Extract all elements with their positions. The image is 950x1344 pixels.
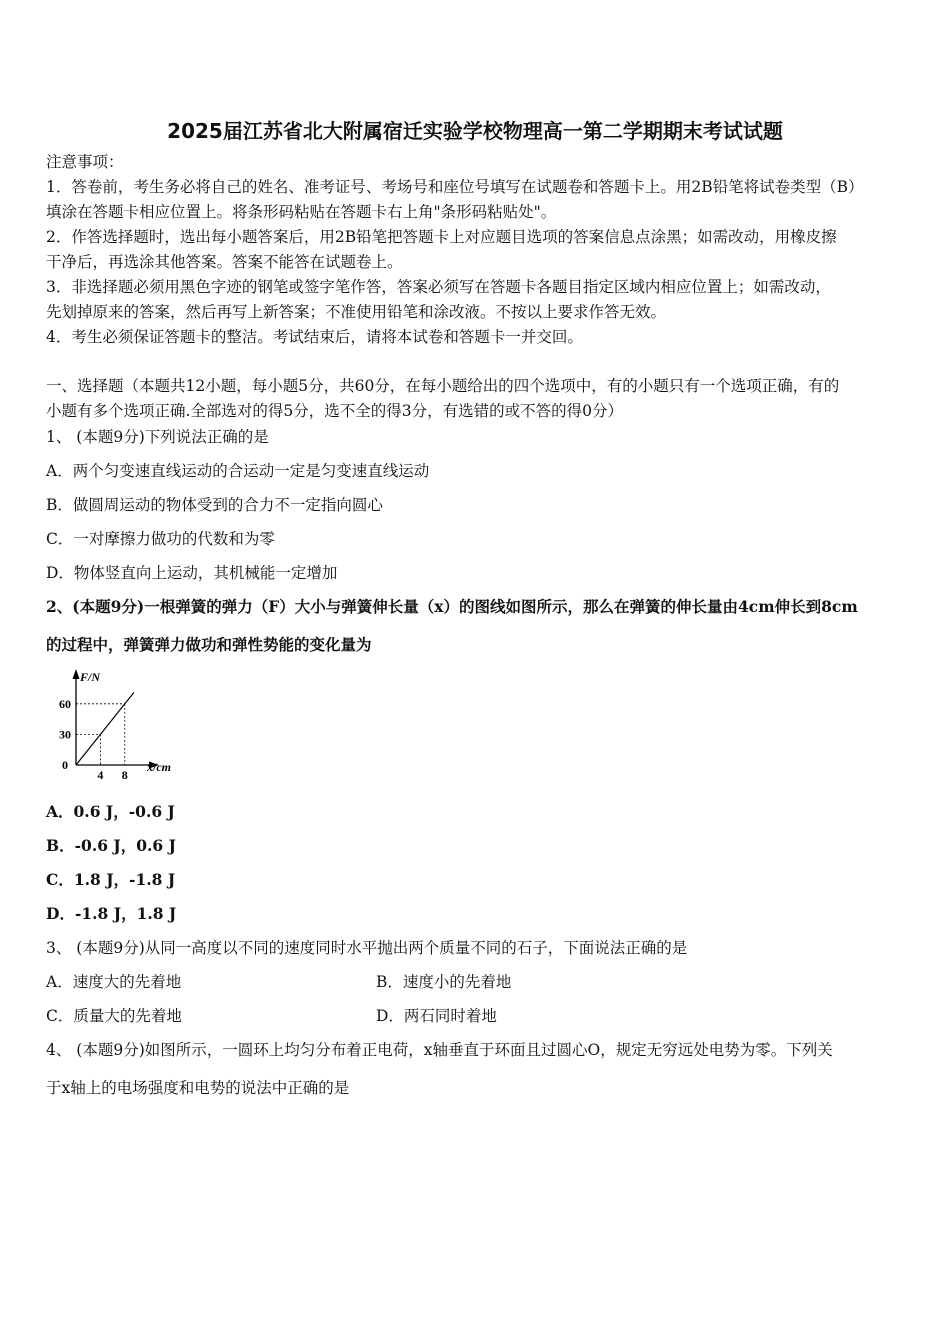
y-tick-label: 60	[59, 696, 71, 711]
question-1-option-b: B．做圆周运动的物体受到的合力不一定指向圆心	[46, 496, 383, 514]
question-2-option-b: B．-0.6 J，0.6 J	[46, 836, 176, 855]
question-2-stem-cont: 的过程中，弹簧弹力做功和弹性势能的变化量为	[46, 635, 372, 654]
question-1-option-d: D．物体竖直向上运动，其机械能一定增加	[46, 564, 338, 582]
notice-line: 2．作答选择题时，选出每小题答案后，用2B铅笔把答题卡上对应题目选项的答案信息点涂黑；如需改动，用橡皮擦	[46, 228, 837, 246]
question-3-option-b: B．速度小的先着地	[376, 973, 512, 991]
question-2-option-a: A．0.6 J，-0.6 J	[46, 802, 175, 821]
section-heading-cont: 小题有多个选项正确.全部选对的得5分，选不全的得3分，有选错的或不答的得0分）	[46, 402, 624, 420]
x-tick-label: 4	[97, 768, 104, 780]
notice-line: 1．答卷前，考生务必将自己的姓名、准考证号、考场号和座位号填写在试题卷和答题卡上。用2B铅笔将试卷类型（B）	[46, 178, 864, 196]
y-axis-label: F/N	[80, 670, 101, 684]
question-3-stem: 3、 (本题9分)从同一高度以不同的速度同时水平抛出两个质量不同的石子，下面说法正确的是	[46, 939, 688, 957]
section-heading: 一、选择题（本题共12小题，每小题5分，共60分，在每小题给出的四个选项中，有的小题只有一个选项正确，有的	[46, 377, 840, 395]
origin-label: 0	[62, 758, 68, 772]
question-1-option-a: A．两个匀变速直线运动的合运动一定是匀变速直线运动	[46, 462, 430, 480]
question-1-option-c: C．一对摩擦力做功的代数和为零	[46, 530, 275, 548]
notice-line: 先划掉原来的答案，然后再写上新答案；不准使用铅笔和涂改液。不按以上要求作答无效。	[46, 303, 667, 321]
question-2-option-d: D．-1.8 J，1.8 J	[46, 904, 177, 923]
page-title: 2025届江苏省北大附属宿迁实验学校物理高一第二学期期末考试试题	[167, 119, 783, 143]
question-4-stem-cont: 于x轴上的电场强度和电势的说法中正确的是	[46, 1079, 350, 1097]
y-axis-arrow	[73, 669, 80, 679]
x-axis-label: x/cm	[147, 760, 171, 774]
notice-line: 3．非选择题必须用黑色字迹的钢笔或签字笔作答，答案必须写在答题卡各题目指定区域内相应位置上；如需改动，	[46, 278, 831, 296]
y-tick-label: 30	[59, 727, 71, 742]
question-3-option-c: C．质量大的先着地	[46, 1007, 182, 1025]
spring-force-chart	[40, 665, 190, 780]
notice-line: 填涂在答题卡相应位置上。将条形码粘贴在答题卡右上角"条形码粘贴处"。	[46, 203, 557, 221]
question-3-option-d: D．两石同时着地	[376, 1007, 497, 1025]
question-1-stem: 1、 (本题9分)下列说法正确的是	[46, 428, 269, 446]
x-tick-label: 8	[121, 768, 128, 780]
question-2-stem: 2、(本题9分)一根弹簧的弹力（F）大小与弹簧伸长量（x）的图线如图所示，那么在弹簧的伸长量由4cm伸长到8cm	[46, 597, 858, 616]
question-3-option-a: A．速度大的先着地	[46, 973, 182, 991]
question-2-option-c: C．1.8 J，-1.8 J	[46, 870, 176, 889]
notice-line: 4．考生必须保证答题卡的整洁。考试结束后，请将本试卷和答题卡一并交回。	[46, 328, 583, 346]
question-4-stem: 4、 (本题9分)如图所示，一圆环上均匀分布着正电荷，x轴垂直于环面且过圆心O，规定无穷远处电势为零。下列关	[46, 1041, 833, 1059]
notice-line: 干净后，再选涂其他答案。答案不能答在试题卷上。	[46, 253, 403, 271]
force-line	[76, 692, 134, 765]
notice-heading: 注意事项：	[46, 153, 124, 171]
